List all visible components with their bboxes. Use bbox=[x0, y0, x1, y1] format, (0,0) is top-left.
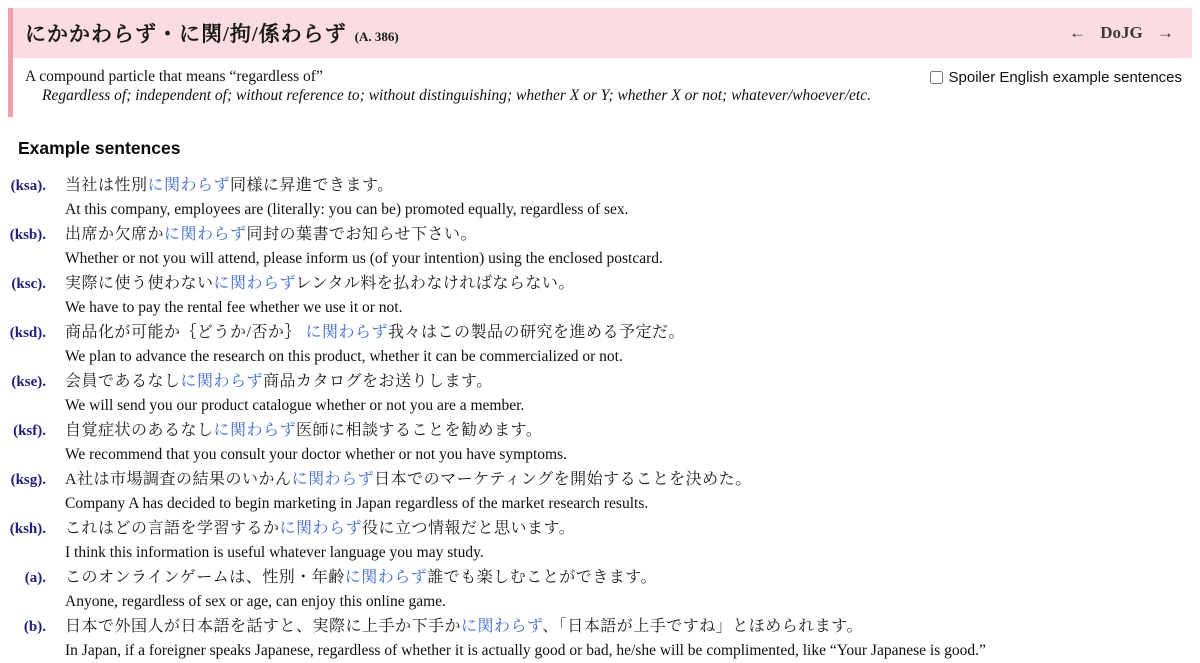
example-label: (ksc). bbox=[11, 276, 46, 292]
japanese-text-after: 、「日本語が上手ですね」とほめられます。 bbox=[542, 618, 863, 635]
example-sentence-row bbox=[0, 419, 1200, 467]
example-label: (ksf). bbox=[13, 423, 46, 439]
example-label: (b). bbox=[23, 619, 46, 635]
example-sentence-row bbox=[0, 468, 1200, 516]
english-translation: Anyone, regardless of sex or age, can enjoy this online game. bbox=[65, 593, 446, 610]
japanese-text-before: 当社は性別 bbox=[65, 177, 148, 194]
japanese-text-before: 実際に使う使わない bbox=[65, 275, 214, 292]
example-label: (ksa). bbox=[10, 178, 46, 194]
english-translation: Whether or not you will attend, please inform us (of your intention) using the enclosed postcard. bbox=[65, 250, 663, 267]
example-sentence-row bbox=[0, 174, 1200, 222]
example-sentence-row bbox=[0, 517, 1200, 565]
example-content bbox=[65, 615, 986, 663]
example-content bbox=[65, 517, 575, 565]
example-sentences-heading: Example sentences bbox=[18, 138, 181, 158]
japanese-text-after: レンタル料を払わなければならない。 bbox=[295, 275, 575, 292]
example-label: (ksd). bbox=[9, 325, 46, 341]
grammar-highlight: に関わらず bbox=[305, 324, 388, 341]
example-content bbox=[65, 174, 629, 222]
meaning-glosses: Regardless of; independent of; without reference to; without distinguishing; whether X or Y; whether X or not; whatever/whoever/etc. bbox=[42, 87, 871, 104]
example-sentence-row bbox=[0, 321, 1200, 369]
example-content bbox=[65, 272, 575, 320]
grammar-point-title: にかかわらず・に関/拘/係わらず bbox=[25, 22, 347, 46]
japanese-sentence bbox=[65, 370, 524, 394]
japanese-text-after: 誰でも楽しむことができます。 bbox=[427, 569, 657, 586]
example-content bbox=[65, 419, 567, 467]
example-sentence-row bbox=[0, 615, 1200, 663]
english-translation: We recommend that you consult your doctor whether or not you have symptoms. bbox=[65, 446, 567, 463]
spoiler-label: Spoiler English example sentences bbox=[948, 69, 1182, 86]
japanese-text-before: このオンラインゲームは、性別・年齢 bbox=[65, 569, 345, 586]
example-list bbox=[0, 174, 1200, 663]
example-label: (ksb). bbox=[9, 227, 46, 243]
spoiler-toggle[interactable] bbox=[930, 69, 1182, 86]
japanese-text-after: 日本でのマーケティングを開始することを決めた。 bbox=[374, 471, 752, 488]
japanese-text-after: 同封の葉書でお知らせ下さい。 bbox=[246, 226, 478, 243]
example-label: (kse). bbox=[11, 374, 46, 390]
japanese-text-after: 役に立つ情報だと思います。 bbox=[362, 520, 576, 537]
example-sentence-row bbox=[0, 223, 1200, 271]
example-label: (a). bbox=[24, 570, 46, 586]
japanese-sentence bbox=[65, 566, 657, 590]
japanese-text-before: 自覚症状のあるなし bbox=[65, 422, 214, 439]
next-entry-arrow-icon[interactable]: → bbox=[1157, 23, 1174, 42]
grammar-highlight: に関わらず bbox=[164, 226, 247, 243]
japanese-sentence bbox=[65, 468, 752, 492]
grammar-highlight: に関わらず bbox=[180, 373, 264, 390]
japanese-sentence bbox=[65, 272, 575, 296]
english-translation: In Japan, if a foreigner speaks Japanese, regardless of whether it is actually good or bad, he/she will be complimented, like “Your Japanese is good.” bbox=[65, 642, 986, 659]
japanese-sentence bbox=[65, 321, 685, 345]
grammar-point-card bbox=[8, 8, 1192, 117]
japanese-text-before: A社は市場調査の結果のいかん bbox=[65, 471, 292, 488]
grammar-highlight: に関わらず bbox=[291, 471, 375, 488]
meaning-text bbox=[25, 67, 871, 105]
example-sentence-row bbox=[0, 272, 1200, 320]
grammar-point-header bbox=[13, 8, 1192, 58]
dojg-navigation bbox=[1069, 23, 1174, 43]
example-content bbox=[65, 468, 752, 516]
meaning-summary: A compound particle that means “regardless of” bbox=[25, 68, 323, 85]
japanese-sentence bbox=[65, 174, 629, 198]
grammar-highlight: に関わらず bbox=[279, 520, 363, 537]
example-content bbox=[65, 566, 657, 614]
page-title bbox=[25, 18, 399, 48]
example-label: (ksg). bbox=[10, 472, 46, 488]
japanese-text-before: 日本で外国人が日本語を話すと、実際に上手か下手か bbox=[65, 618, 462, 635]
japanese-sentence bbox=[65, 419, 567, 443]
japanese-text-before: 会員であるなし bbox=[65, 373, 181, 390]
example-content bbox=[65, 370, 524, 418]
english-translation: At this company, employees are (literally: you can be) promoted equally, regardless of sex. bbox=[65, 201, 629, 218]
japanese-text-after: 我々はこの製品の研究を進める予定だ。 bbox=[387, 324, 685, 341]
grammar-highlight: に関わらず bbox=[344, 569, 428, 586]
example-sentence-row bbox=[0, 566, 1200, 614]
japanese-text-before: 商品化が可能か｛どうか/否か｝ bbox=[65, 324, 306, 341]
japanese-sentence bbox=[65, 517, 575, 541]
english-translation: Company A has decided to begin marketing in Japan regardless of the market research results. bbox=[65, 495, 649, 512]
japanese-text-after: 医師に相談することを勧めます。 bbox=[296, 422, 543, 439]
grammar-highlight: に関わらず bbox=[213, 275, 296, 292]
japanese-text-after: 同様に昇進できます。 bbox=[230, 177, 394, 194]
prev-entry-arrow-icon[interactable]: ← bbox=[1069, 23, 1086, 42]
japanese-text-before: これはどの言語を学習するか bbox=[65, 520, 280, 537]
grammar-point-reference: (A. 386) bbox=[354, 29, 399, 44]
dojg-home-link[interactable]: DoJG bbox=[1100, 23, 1143, 42]
example-label: (ksh). bbox=[9, 521, 46, 537]
grammar-highlight: に関わらず bbox=[147, 177, 231, 194]
grammar-highlight: に関わらず bbox=[213, 422, 297, 439]
meaning-section bbox=[13, 58, 1192, 117]
spoiler-checkbox[interactable] bbox=[930, 71, 943, 84]
example-sentence-row bbox=[0, 370, 1200, 418]
english-translation: We have to pay the rental fee whether we use it or not. bbox=[65, 299, 403, 316]
example-content bbox=[65, 321, 685, 369]
japanese-sentence bbox=[65, 615, 986, 639]
grammar-highlight: に関わらず bbox=[461, 618, 543, 635]
japanese-text-before: 出席か欠席か bbox=[65, 226, 165, 243]
english-translation: We will send you our product catalogue whether or not you are a member. bbox=[65, 397, 525, 414]
english-translation: I think this information is useful whatever language you may study. bbox=[65, 544, 484, 561]
japanese-sentence bbox=[65, 223, 663, 247]
japanese-text-after: 商品カタログをお送りします。 bbox=[263, 373, 493, 390]
english-translation: We plan to advance the research on this product, whether it can be commercialized or not. bbox=[65, 348, 623, 365]
example-content bbox=[65, 223, 663, 271]
